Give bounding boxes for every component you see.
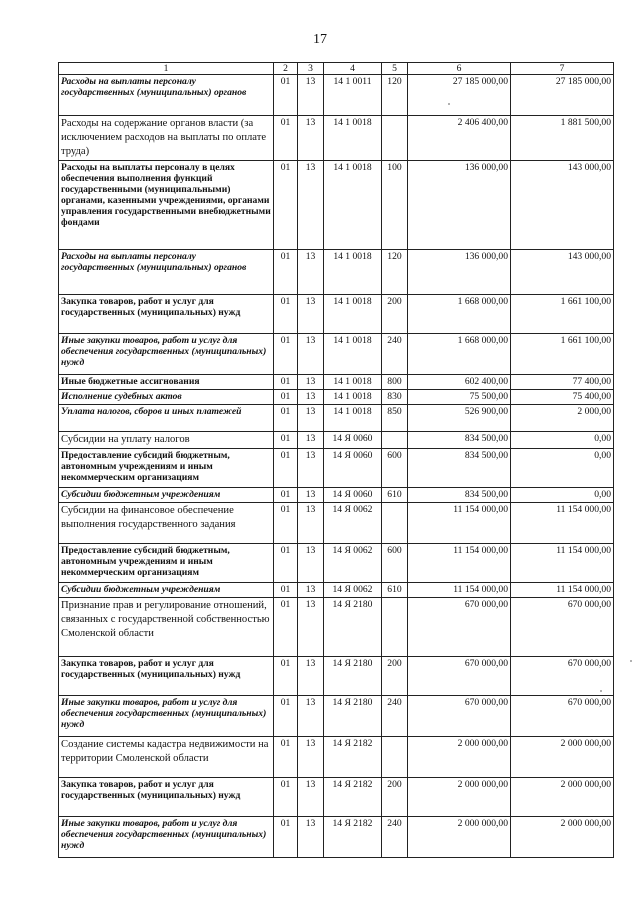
scan-speck: [600, 690, 602, 692]
expense-type-code: 200: [382, 657, 408, 696]
amount-year-1: 834 500,00: [408, 488, 511, 503]
subsection-code: 13: [298, 161, 324, 250]
expense-type-code: [382, 503, 408, 544]
subsection-code: 13: [298, 116, 324, 161]
section-code: 01: [274, 449, 298, 488]
amount-year-1: 670 000,00: [408, 657, 511, 696]
section-code: 01: [274, 250, 298, 295]
expense-type-code: 610: [382, 488, 408, 503]
table-row: [59, 657, 614, 696]
table-row: [59, 696, 614, 737]
row-name: Субсидии бюджетным учреждениям: [59, 583, 274, 598]
table-row: [59, 390, 614, 405]
section-code: 01: [274, 503, 298, 544]
amount-year-2: 670 000,00: [511, 696, 614, 737]
row-name: Уплата налогов, сборов и иных платежей: [59, 405, 274, 432]
subsection-code: 13: [298, 449, 324, 488]
section-code: 01: [274, 657, 298, 696]
target-article-code: 14 1 0011: [324, 75, 382, 116]
expense-type-code: 610: [382, 583, 408, 598]
target-article-code: 14 Я 0060: [324, 449, 382, 488]
row-name: Закупка товаров, работ и услуг для государственных (муниципальных) нужд: [59, 657, 274, 696]
row-name: Закупка товаров, работ и услуг для государственных (муниципальных) нужд: [59, 295, 274, 334]
subsection-code: 13: [298, 503, 324, 544]
row-name: Расходы на выплаты персоналу государственных (муниципальных) органов: [59, 75, 274, 116]
section-code: 01: [274, 598, 298, 657]
table-row: [59, 334, 614, 375]
target-article-code: 14 1 0018: [324, 295, 382, 334]
column-header: 2: [274, 63, 298, 75]
amount-year-2: 2 000,00: [511, 405, 614, 432]
row-name: Расходы на выплаты персоналу в целях обеспечения выполнения функций государственными (муниципальными) органами, казенными учреждениями, органами управления государственными внебюджетными фондами: [59, 161, 274, 250]
row-name: Предоставление субсидий бюджетным, автономным учреждениям и иным некоммерческим организациям: [59, 544, 274, 583]
column-header: 4: [324, 63, 382, 75]
section-code: 01: [274, 432, 298, 449]
section-code: 01: [274, 778, 298, 817]
subsection-code: 13: [298, 778, 324, 817]
target-article-code: 14 Я 0062: [324, 503, 382, 544]
amount-year-2: 75 400,00: [511, 390, 614, 405]
subsection-code: 13: [298, 375, 324, 390]
row-name: Субсидии на уплату налогов: [59, 432, 274, 449]
scan-speck: [630, 660, 632, 662]
amount-year-2: 0,00: [511, 432, 614, 449]
table-row: [59, 817, 614, 858]
expense-type-code: 600: [382, 449, 408, 488]
amount-year-1: 136 000,00: [408, 250, 511, 295]
target-article-code: 14 Я 2182: [324, 817, 382, 858]
expense-type-code: 800: [382, 375, 408, 390]
amount-year-1: 2 406 400,00: [408, 116, 511, 161]
section-code: 01: [274, 390, 298, 405]
target-article-code: 14 1 0018: [324, 334, 382, 375]
expense-type-code: 850: [382, 405, 408, 432]
amount-year-1: 75 500,00: [408, 390, 511, 405]
amount-year-1: 2 000 000,00: [408, 817, 511, 858]
expense-type-code: 240: [382, 334, 408, 375]
amount-year-2: 143 000,00: [511, 250, 614, 295]
target-article-code: 14 1 0018: [324, 375, 382, 390]
table-row: [59, 75, 614, 116]
expense-type-code: [382, 116, 408, 161]
target-article-code: 14 Я 0060: [324, 488, 382, 503]
row-name: Предоставление субсидий бюджетным, автономным учреждениям и иным некоммерческим организациям: [59, 449, 274, 488]
subsection-code: 13: [298, 544, 324, 583]
table-row: [59, 295, 614, 334]
subsection-code: 13: [298, 583, 324, 598]
table-header-row: [59, 63, 614, 75]
section-code: 01: [274, 116, 298, 161]
row-name: Иные закупки товаров, работ и услуг для обеспечения государственных (муниципальных) нужд: [59, 696, 274, 737]
expense-type-code: 120: [382, 250, 408, 295]
amount-year-1: 834 500,00: [408, 449, 511, 488]
expense-type-code: [382, 737, 408, 778]
target-article-code: 14 Я 0062: [324, 583, 382, 598]
expense-type-code: 200: [382, 778, 408, 817]
amount-year-2: 1 661 100,00: [511, 295, 614, 334]
subsection-code: 13: [298, 295, 324, 334]
amount-year-2: 27 185 000,00: [511, 75, 614, 116]
table-row: [59, 375, 614, 390]
row-name: Исполнение судебных актов: [59, 390, 274, 405]
target-article-code: 14 1 0018: [324, 161, 382, 250]
section-code: 01: [274, 375, 298, 390]
target-article-code: 14 1 0018: [324, 250, 382, 295]
column-header: 6: [408, 63, 511, 75]
page-number: 17: [313, 32, 327, 47]
expense-type-code: 200: [382, 295, 408, 334]
section-code: 01: [274, 583, 298, 598]
subsection-code: 13: [298, 432, 324, 449]
subsection-code: 13: [298, 334, 324, 375]
section-code: 01: [274, 161, 298, 250]
amount-year-2: 670 000,00: [511, 657, 614, 696]
amount-year-2: 2 000 000,00: [511, 778, 614, 817]
table-row: [59, 598, 614, 657]
amount-year-1: 11 154 000,00: [408, 503, 511, 544]
table-row: [59, 250, 614, 295]
row-name: Иные закупки товаров, работ и услуг для обеспечения государственных (муниципальных) нужд: [59, 817, 274, 858]
expense-type-code: [382, 598, 408, 657]
subsection-code: 13: [298, 737, 324, 778]
amount-year-1: 11 154 000,00: [408, 583, 511, 598]
amount-year-1: 1 668 000,00: [408, 295, 511, 334]
section-code: 01: [274, 817, 298, 858]
amount-year-1: 2 000 000,00: [408, 737, 511, 778]
amount-year-1: 834 500,00: [408, 432, 511, 449]
amount-year-1: 27 185 000,00: [408, 75, 511, 116]
subsection-code: 13: [298, 488, 324, 503]
target-article-code: 14 Я 2182: [324, 778, 382, 817]
amount-year-2: 0,00: [511, 488, 614, 503]
subsection-code: 13: [298, 250, 324, 295]
subsection-code: 13: [298, 696, 324, 737]
table-row: [59, 583, 614, 598]
budget-table: [58, 62, 614, 858]
table-row: [59, 544, 614, 583]
scan-speck: [448, 103, 450, 105]
amount-year-1: 2 000 000,00: [408, 778, 511, 817]
table-row: [59, 449, 614, 488]
section-code: 01: [274, 544, 298, 583]
column-header: 3: [298, 63, 324, 75]
amount-year-2: 2 000 000,00: [511, 817, 614, 858]
column-header: 5: [382, 63, 408, 75]
expense-type-code: 600: [382, 544, 408, 583]
amount-year-1: 602 400,00: [408, 375, 511, 390]
subsection-code: 13: [298, 390, 324, 405]
expense-type-code: 240: [382, 817, 408, 858]
amount-year-1: 526 900,00: [408, 405, 511, 432]
row-name: Расходы на выплаты персоналу государственных (муниципальных) органов: [59, 250, 274, 295]
row-name: Расходы на содержание органов власти (за исключением расходов на выплаты по оплате труда): [59, 116, 274, 161]
expense-type-code: [382, 432, 408, 449]
table-row: [59, 503, 614, 544]
amount-year-1: 670 000,00: [408, 696, 511, 737]
subsection-code: 13: [298, 817, 324, 858]
target-article-code: 14 Я 2182: [324, 737, 382, 778]
target-article-code: 14 Я 2180: [324, 657, 382, 696]
target-article-code: 14 1 0018: [324, 390, 382, 405]
target-article-code: 14 Я 0062: [324, 544, 382, 583]
table-row: [59, 737, 614, 778]
section-code: 01: [274, 737, 298, 778]
subsection-code: 13: [298, 598, 324, 657]
section-code: 01: [274, 405, 298, 432]
expense-type-code: 240: [382, 696, 408, 737]
amount-year-1: 670 000,00: [408, 598, 511, 657]
row-name: Иные закупки товаров, работ и услуг для обеспечения государственных (муниципальных) нужд: [59, 334, 274, 375]
section-code: 01: [274, 488, 298, 503]
row-name: Закупка товаров, работ и услуг для государственных (муниципальных) нужд: [59, 778, 274, 817]
section-code: 01: [274, 334, 298, 375]
row-name: Субсидии бюджетным учреждениям: [59, 488, 274, 503]
table-row: [59, 778, 614, 817]
target-article-code: 14 1 0018: [324, 405, 382, 432]
column-header: 7: [511, 63, 614, 75]
column-header: 1: [59, 63, 274, 75]
subsection-code: 13: [298, 75, 324, 116]
row-name: Иные бюджетные ассигнования: [59, 375, 274, 390]
amount-year-2: 11 154 000,00: [511, 503, 614, 544]
amount-year-1: 136 000,00: [408, 161, 511, 250]
amount-year-2: 670 000,00: [511, 598, 614, 657]
table-row: [59, 116, 614, 161]
expense-type-code: 120: [382, 75, 408, 116]
subsection-code: 13: [298, 657, 324, 696]
section-code: 01: [274, 295, 298, 334]
amount-year-2: 2 000 000,00: [511, 737, 614, 778]
row-name: Субсидии на финансовое обеспечение выполнения государственного задания: [59, 503, 274, 544]
amount-year-2: 77 400,00: [511, 375, 614, 390]
expense-type-code: 100: [382, 161, 408, 250]
table-row: [59, 161, 614, 250]
table-row: [59, 488, 614, 503]
subsection-code: 13: [298, 405, 324, 432]
target-article-code: 14 Я 0060: [324, 432, 382, 449]
section-code: 01: [274, 75, 298, 116]
amount-year-1: 11 154 000,00: [408, 544, 511, 583]
target-article-code: 14 1 0018: [324, 116, 382, 161]
table-row: [59, 405, 614, 432]
amount-year-2: 1 661 100,00: [511, 334, 614, 375]
target-article-code: 14 Я 2180: [324, 598, 382, 657]
amount-year-2: 11 154 000,00: [511, 583, 614, 598]
amount-year-2: 143 000,00: [511, 161, 614, 250]
amount-year-2: 1 881 500,00: [511, 116, 614, 161]
row-name: Создание системы кадастра недвижимости на территории Смоленской области: [59, 737, 274, 778]
table-row: [59, 432, 614, 449]
section-code: 01: [274, 696, 298, 737]
expense-type-code: 830: [382, 390, 408, 405]
row-name: Признание прав и регулирование отношений, связанных с государственной собственностью Смоленской области: [59, 598, 274, 657]
target-article-code: 14 Я 2180: [324, 696, 382, 737]
amount-year-1: 1 668 000,00: [408, 334, 511, 375]
amount-year-2: 0,00: [511, 449, 614, 488]
amount-year-2: 11 154 000,00: [511, 544, 614, 583]
